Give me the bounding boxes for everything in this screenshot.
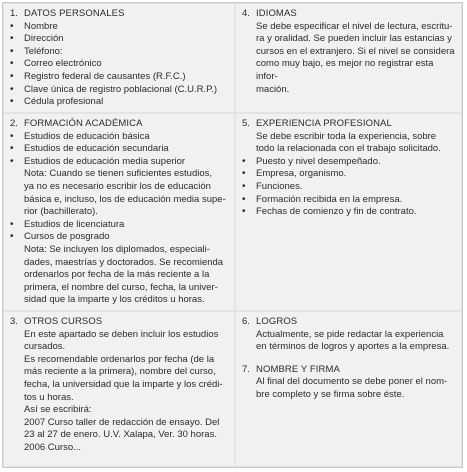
text-line: dades, maestrías y doctorados. Se recomienda — [24, 256, 224, 268]
section-number: 6. — [242, 316, 250, 327]
section-header — [242, 364, 455, 377]
section-header — [10, 118, 228, 131]
section-number: 5. — [242, 118, 250, 129]
list-item: • Registro federal de causantes (R.F.C.) — [10, 71, 228, 84]
bullet-list — [10, 131, 228, 169]
list-item: • Correo electrónico — [10, 58, 228, 71]
list-item: • Puesto y nivel desempeñado. — [242, 156, 455, 169]
section-experiencia-profesional — [236, 114, 461, 310]
text-line: todo la relacionada con el trabajo solicitado. — [256, 143, 441, 155]
section-title: DATOS PERSONALES — [24, 8, 125, 19]
section-title: EXPERIENCIA PROFESIONAL — [256, 118, 392, 129]
text-line: bre completo y se firma sobre éste. — [256, 388, 405, 400]
list-item: • Dirección — [10, 33, 228, 46]
section-datos-personales — [4, 4, 234, 112]
text-line: en términos de logros y aportes a la empresa. — [256, 341, 450, 353]
section-title: LOGROS — [256, 316, 298, 327]
list-item: • Nombre — [10, 21, 228, 34]
bullet-list — [10, 21, 228, 109]
section-logros-firma — [236, 312, 461, 466]
section-header — [242, 316, 455, 329]
list-item: • Cédula profesional — [10, 96, 228, 109]
text-line: Actualmente, se pide redactar la experiencia — [256, 328, 444, 340]
section-header — [242, 118, 455, 131]
text-line: tos u horas. — [24, 391, 74, 403]
section-header — [242, 8, 455, 21]
section-title: IDIOMAS — [256, 8, 297, 19]
text-line: Se debe escribir toda la experiencia, sobre — [256, 130, 437, 142]
text-line: primera, el nombre del curso, fecha, la univer- — [24, 281, 218, 293]
list-item: • Clave única de registro poblacional (C.U.R.P.) — [10, 84, 228, 97]
bullet-list — [242, 156, 455, 219]
list-item: • Estudios de educación media superior — [10, 156, 228, 169]
section-idiomas — [236, 4, 461, 112]
text-line: En este apartado se deben incluir los estudios — [24, 328, 219, 340]
list-item: • Estudios de educación básica — [10, 131, 228, 144]
text-line: mación. — [256, 83, 290, 95]
text-line: rior (bachillerato). — [24, 206, 98, 218]
text-line: cursos en el extranjero. Si el nivel se considera — [256, 45, 455, 57]
text-line: como muy bajo, es mejor no registrar esta infor- — [256, 58, 434, 82]
section-text — [242, 376, 455, 401]
text-line: ra y oralidad. Se pueden incluir las estancias y — [256, 33, 452, 45]
section-title: NOMBRE Y FIRMA — [256, 363, 340, 375]
section-title: FORMACIÓN ACADÉMICA — [24, 118, 143, 129]
text-line: 2007 Curso taller de redacción de ensayo. Del — [24, 416, 220, 428]
section-text — [242, 21, 455, 97]
text-line: cursados. — [24, 341, 66, 353]
section-header — [10, 8, 228, 21]
list-item: • Cursos de posgrado — [10, 231, 228, 244]
section-number: 1. — [10, 8, 18, 19]
section-number: 3. — [10, 316, 18, 327]
section-otros-cursos — [4, 312, 234, 466]
list-item: • Empresa, organismo. — [242, 168, 455, 181]
note-text — [10, 168, 228, 218]
text-line: ya no es necesario escribir los de educación — [24, 180, 211, 192]
list-item: • Fechas de comienzo y fin de contrato. — [242, 206, 455, 219]
text-line: sidad que la imparte y los créditos u horas. — [24, 294, 205, 306]
note-text — [10, 244, 228, 307]
list-item: • Estudios de educación secundaria — [10, 143, 228, 156]
text-line: básica e, incluso, los de educación media supe- — [24, 193, 226, 205]
text-line: Así se escribirá: — [24, 404, 92, 416]
section-title: OTROS CURSOS — [24, 316, 103, 327]
section-number: 2. — [10, 118, 18, 129]
section-number: 7. — [242, 363, 250, 375]
list-item: • Funciones. — [242, 181, 455, 194]
list-item: • Estudios de licenciatura — [10, 219, 228, 232]
text-line: Es recomendable ordenarlos por fecha (de la — [24, 353, 215, 365]
section-text — [10, 329, 228, 455]
text-line: Se debe especificar el nivel de lectura, escritu- — [256, 20, 453, 32]
bullet-list — [10, 219, 228, 244]
text-line: Nota: Se incluyen los diplomados, especiali- — [24, 243, 210, 255]
text-line: más reciente a la primera), nombre del curso, — [24, 366, 216, 378]
section-formacion-academica — [4, 114, 234, 310]
section-header — [10, 316, 228, 329]
text-line: 2006 Curso... — [24, 441, 82, 453]
text-line: fecha, la universidad que la imparte y los crédi- — [24, 378, 223, 390]
list-item: • Teléfono: — [10, 46, 228, 59]
text-line: Nota: Cuando se tienen suficientes estudios, — [24, 168, 213, 180]
text-line: ordenarlos por fecha de la más reciente a la — [24, 269, 210, 281]
section-text — [242, 131, 455, 156]
section-text — [242, 329, 455, 354]
cv-guide-table — [2, 2, 463, 468]
section-number: 4. — [242, 8, 250, 19]
list-item: • Formación recibida en la empresa. — [242, 194, 455, 207]
text-line: Al final del documento se debe poner el nom- — [256, 376, 448, 388]
text-line: 23 al 27 de enero. U.V. Xalapa, Ver. 30 horas. — [24, 429, 217, 441]
